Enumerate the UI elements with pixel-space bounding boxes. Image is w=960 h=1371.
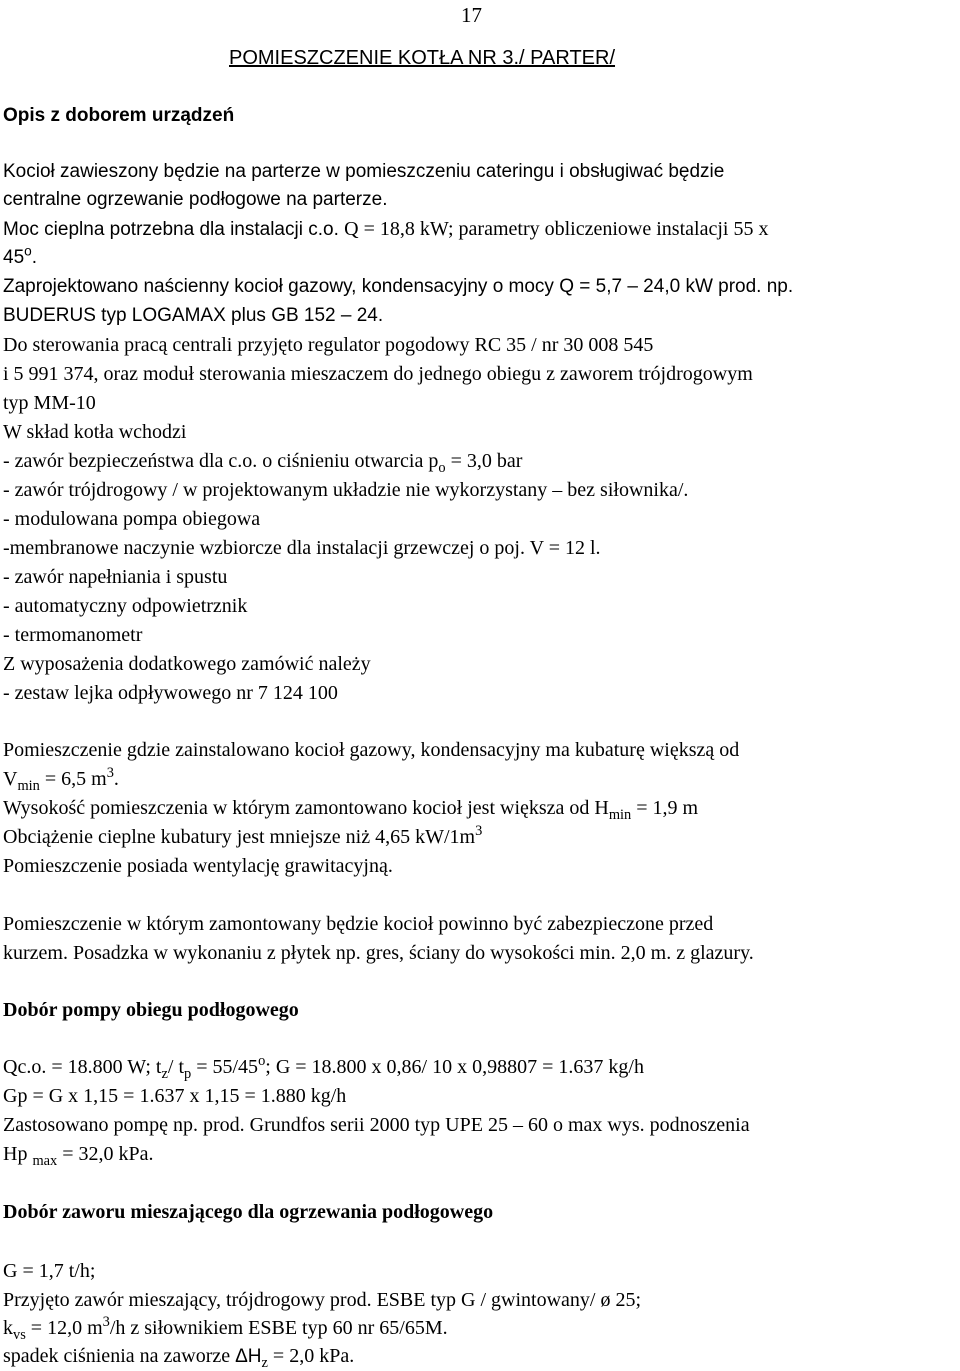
text-line: Obciążenie cieplne kubatury jest mniejsze niż 4,65 $kW/1m^3$	[3, 823, 483, 848]
text-line: - modulowana pompa obiegowa	[3, 508, 261, 530]
text-line: - zestaw lejka odpływowego nr 7 124 100	[3, 682, 338, 704]
text-line: - zawór bezpieczeństwa dla c.o. o ciśnieniu otwarcia $p_o = 3,0$ bar	[3, 450, 523, 477]
text-line: Pomieszczenie posiada wentylację grawitacyjną.	[3, 855, 393, 877]
text-line: typ MM-10	[3, 392, 96, 414]
section-title: Opis z doborem urządzeń	[3, 105, 235, 126]
valve-section-heading: Dobór zaworu mieszającego dla ogrzewania podłogowego	[3, 1201, 494, 1223]
pump-section-heading: Dobór pompy obiegu podłogowego	[3, 999, 299, 1021]
text-line: Kocioł zawieszony będzie na parterze w pomieszczeniu cateringu i obsługiwać będzie	[3, 161, 725, 182]
text-line: Hp $_{max}$ = 32,0 kPa.	[3, 1143, 154, 1170]
text-line: spadek ciśnienia na zaworze $\Delta H_z = 2,0$ kPa.	[3, 1345, 355, 1371]
text-line: - zawór napełniania i spustu	[3, 566, 228, 588]
text-line: Z wyposażenia dodatkowego zamówić należy	[3, 653, 371, 675]
text-line: Zaprojektowano naścienny kocioł gazowy, kondensacyjny o mocy Q = 5,7 – 24,0 kW prod. np.	[3, 276, 794, 297]
text-line: Pomieszczenie w którym zamontowany będzie kocioł powinno być zabezpieczone przed	[3, 913, 714, 935]
text-line: 45$^o$.	[3, 243, 38, 268]
text-line: BUDERUS typ LOGAMAX plus GB 152 – 24.	[3, 305, 384, 326]
text-line: - automatyczny odpowietrznik	[3, 595, 248, 617]
text-line: Do sterowania pracą centrali przyjęto regulator pogodowy RC 35 / nr 30 008 545	[3, 334, 654, 356]
text-line: $k_{vs} = 12,0$ $m^3/h$ z siłownikiem ESBE typ 60 nr 65/65M.	[3, 1314, 448, 1344]
text-line: G = 1,7 t/h;	[3, 1260, 96, 1282]
text-line: Gp = G x 1,15 = 1.637 x 1,15 = 1.880 kg/h	[3, 1085, 347, 1107]
text-line: Moc cieplna potrzebna dla instalacji c.o. Q = 18,8 kW; parametry obliczeniowe instalacji 55 x	[3, 218, 769, 240]
room-title: POMIESZCZENIE KOTŁA NR 3./ PARTER/	[229, 47, 616, 69]
text-line: $V_{min} = 6,5$ $m^3$.	[3, 765, 119, 795]
page-number: 17	[461, 3, 482, 27]
text-line: centralne ogrzewanie podłogowe na parterze.	[3, 189, 388, 210]
text-line: Pomieszczenie gdzie zainstalowano kocioł gazowy, kondensacyjny ma kubaturę większą od	[3, 739, 740, 761]
text-line: Przyjęto zawór mieszający, trójdrogowy prod. ESBE typ G / gwintowany/ ø 25;	[3, 1289, 642, 1311]
text-line: - termomanometr	[3, 624, 143, 646]
text-line: Qc.o. = 18.800 W; $t_z/$ $t_p = 55/45^o$; G = 18.800 x 0,86/ 10 x 0,98807 = 1.637 kg/h	[3, 1053, 644, 1083]
text-line: -membranowe naczynie wzbiorcze dla instalacji grzewczej o poj. V = 12 l.	[3, 537, 601, 559]
text-line: Wysokość pomieszczenia w którym zamontowano kocioł jest większa od $H_{min} = 1,9$ m	[3, 797, 699, 824]
text-line: Zastosowano pompę np. prod. Grundfos serii 2000 typ UPE 25 – 60 o max wys. podnoszenia	[3, 1114, 750, 1136]
text-line: kurzem. Posadzka w wykonaniu z płytek np. gres, ściany do wysokości min. 2,0 m. z glazury.	[3, 942, 754, 964]
text-line: i 5 991 374, oraz moduł sterowania mieszaczem do jednego obiegu z zaworem trójdrogowym	[3, 363, 753, 385]
text-line: W skład kotła wchodzi	[3, 421, 187, 443]
text-line: - zawór trójdrogowy / w projektowanym układzie nie wykorzystany – bez siłownika/.	[3, 479, 689, 501]
